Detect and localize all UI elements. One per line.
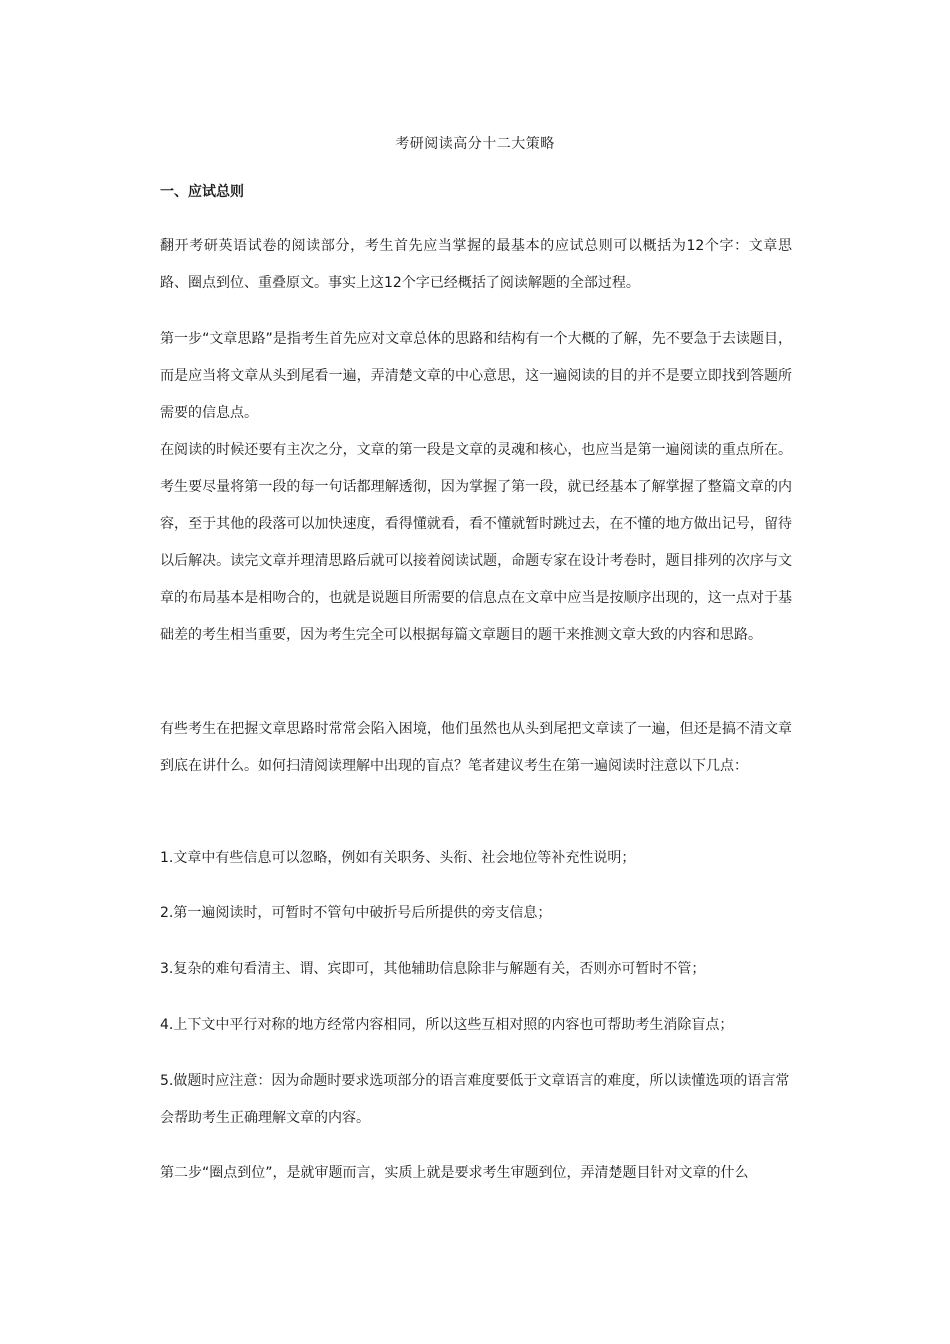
list-item: 1.文章中有些信息可以忽略，例如有关职务、头衔、社会地位等补充性说明； bbox=[160, 850, 636, 866]
list-item: 5.做题时应注意：因为命题时要求选项部分的语言难度要低于文章语言的难度，所以读懂选项的语言常会帮助考生正确理解文章的内容。 bbox=[160, 1073, 790, 1126]
paragraph-text: 在阅读的时候还要有主次之分，文章的第一段是文章的灵魂和核心，也应当是第一遍阅读的重点所在。考生要尽量将第一段的每一句话都理解透彻，因为掌握了第一段，就已经基本了解掌握了整篇文章的内容，至于其他的段落可以加快速度，看得懂就看，看不懂就暂时跳过去，在不懂的地方做出记号，留待以后解决。读完文章并理清思路后就可以接着阅读试题，命题专家在设计考卷时，题目排列的次序与文章的布局基本是相吻合的，也就是说题目所需要的信息点在文章中应当是按顺序出现的，这一点对于基础差的考生相当重要，因为考生完全可以根据每篇文章题目的题干来推测文章大致的内容和思路。 bbox=[160, 442, 792, 643]
paragraph-text: 第二步“圈点到位”，是就审题而言，实质上就是要求考生审题到位，弄清楚题目针对文章的什么 bbox=[160, 1165, 749, 1181]
list-item: 3.复杂的难句看清主、谓、宾即可，其他辅助信息除非与解题有关，否则亦可暂时不管； bbox=[160, 961, 706, 977]
section-heading: 一、应试总则 bbox=[160, 184, 244, 200]
paragraph bbox=[160, 1155, 792, 1192]
list-item: 2.第一遍阅读时，可暂时不管句中破折号后所提供的旁支信息； bbox=[160, 905, 552, 921]
paragraph bbox=[160, 432, 792, 654]
paragraph-text: 有些考生在把握文章思路时常常会陷入困境，他们虽然也从头到尾把文章读了一遍，但还是搞不清文章到底在讲什么。如何扫清阅读理解中出现的盲点？笔者建议考生在第一遍阅读时注意以下几点： bbox=[160, 721, 792, 774]
paragraph bbox=[160, 321, 792, 432]
paragraph-text: 翻开考研英语试卷的阅读部分，考生首先应当掌握的最基本的应试总则可以概括为12个字：文章思路、圈点到位、重叠原文。事实上这12个字已经概括了阅读解题的全部过程。 bbox=[160, 238, 792, 291]
document-title: 考研阅读高分十二大策略 bbox=[395, 136, 555, 152]
paragraph-text: 第一步“文章思路”是指考生首先应对文章总体的思路和结构有一个大概的了解，先不要急于去读题目，而是应当将文章从头到尾看一遍，弄清楚文章的中心意思，这一遍阅读的目的并不是要立即找到答题所需要的信息点。 bbox=[160, 331, 792, 421]
paragraph bbox=[160, 711, 792, 785]
paragraph bbox=[160, 228, 792, 302]
list-item: 4.上下文中平行对称的地方经常内容相同，所以这些互相对照的内容也可帮助考生消除盲点； bbox=[160, 1017, 734, 1033]
